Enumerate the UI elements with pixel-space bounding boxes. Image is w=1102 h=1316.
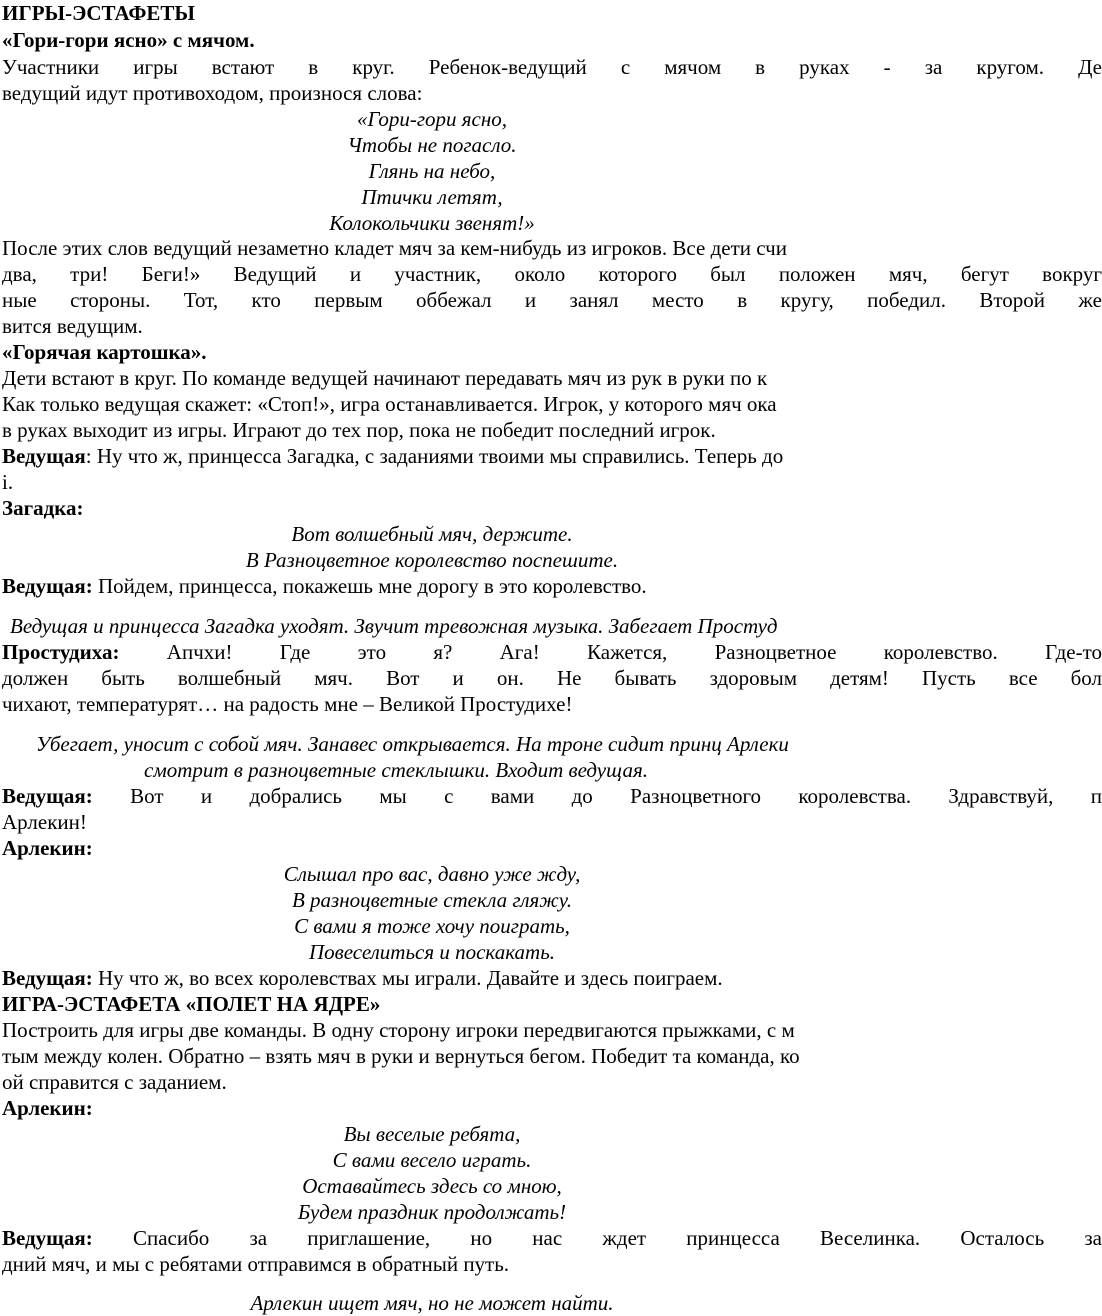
verse-line: Вы веселые ребята, [2, 1121, 862, 1147]
paragraph-line: должен быть волшебный мяч. Вот и он. Не бывать здоровым детям! Пусть все бол [2, 665, 1102, 691]
paragraph-line: Дети встают в круг. По команде ведущей начинают передавать мяч из рук в руки по к [2, 365, 767, 391]
verse-line: Вот волшебный мяч, держите. [2, 521, 862, 547]
speaker-label: Ведущая: [2, 1226, 93, 1250]
speaker-label: Ведущая [2, 444, 86, 468]
speaker-label: Арлекин: [2, 835, 93, 861]
dialogue-text: Вот и добрались мы с вами до Разноцветного королевства. Здравствуй, п [93, 784, 1102, 808]
paragraph-line: Построить для игры две команды. В одну сторону игроки передвигаются прыжками, с м [2, 1017, 795, 1043]
speaker-label: Простудиха: [2, 640, 120, 664]
section-heading-relay-games: ИГРЫ-ЭСТАФЕТЫ [2, 0, 195, 26]
verse-line: Оставайтесь здесь со мною, [2, 1173, 862, 1199]
verse-line: С вами весело играть. [2, 1147, 862, 1173]
speaker-label: Ведущая: [2, 784, 93, 808]
paragraph-line: После этих слов ведущий незаметно кладет мяч за кем-нибудь из игроков. Все дети счи [2, 235, 787, 261]
speaker-label: Ведущая: [2, 966, 93, 990]
paragraph-line: тым между колен. Обратно – взять мяч в руки и вернуться бегом. Победит та команда, ко [2, 1043, 800, 1069]
dialogue-text: Спасибо за приглашение, но нас ждет принцесса Веселинка. Осталось за [93, 1226, 1102, 1250]
verse-line: С вами я тоже хочу поиграть, [2, 913, 862, 939]
game-title-gori-gori: «Гори-гори ясно» с мячом. [2, 27, 255, 53]
dialogue-text: Пойдем, принцесса, покажешь мне дорогу в это королевство. [93, 574, 647, 598]
paragraph-line: два, три! Беги!» Ведущий и участник, около которого был положен мяч, бегут вокруг [2, 261, 1102, 287]
paragraph-line: Арлекин! [2, 809, 87, 835]
verse-line: Чтобы не погасло. [2, 132, 862, 158]
stage-direction: смотрит в разноцветные стеклышки. Входит ведущая. [144, 757, 648, 783]
paragraph-line: Участники игры встают в круг. Ребенок-ведущий с мячом в руках - за кругом. Де [2, 54, 1102, 80]
dialogue-text: Ну что ж, во всех королевствах мы играли. Давайте и здесь поиграем. [93, 966, 723, 990]
verse-line: Птички летят, [2, 184, 862, 210]
dialogue-line [2, 443, 783, 469]
verse-line: Глянь на небо, [2, 158, 862, 184]
paragraph-line: ные стороны. Тот, кто первым оббежал и занял место в кругу, победил. Второй же [2, 287, 1102, 313]
speaker-label: Ведущая: [2, 574, 93, 598]
paragraph-line: дний мяч, и мы с ребятами отправимся в обратный путь. [2, 1251, 509, 1277]
verse-line: В разноцветные стекла гляжу. [2, 887, 862, 913]
dialogue-text: Апчхи! Где это я? Ага! Кажется, Разноцветное королевство. Где-то [120, 640, 1102, 664]
dialogue-line [2, 573, 647, 599]
paragraph-line: і. [2, 469, 13, 495]
paragraph-line: вится ведущим. [2, 313, 143, 339]
dialogue-text: : Ну что ж, принцесса Загадка, с заданиями твоими мы справились. Теперь до [86, 444, 783, 468]
dialogue-line [2, 1225, 1102, 1251]
paragraph-line: ведущий идут противоходом, произнося слова: [2, 80, 422, 106]
paragraph-line: чихают, температурят… на радость мне – Великой Простудихе! [2, 691, 572, 717]
stage-direction: Ведущая и принцесса Загадка уходят. Звучит тревожная музыка. Забегает Простуд [10, 613, 778, 639]
paragraph-line: в руках выходит из игры. Играют до тех пор, пока не победит последний игрок. [2, 417, 716, 443]
dialogue-line [2, 783, 1102, 809]
verse-line: «Гори-гори ясно, [2, 106, 862, 132]
dialogue-line [2, 639, 1102, 665]
verse-line: Слышал про вас, давно уже жду, [2, 861, 862, 887]
speaker-label: Загадка: [2, 495, 84, 521]
stage-direction: Арлекин ищет мяч, но не может найти. [2, 1290, 862, 1316]
paragraph-line: ой справится с заданием. [2, 1069, 227, 1095]
stage-direction: Убегает, уносит с собой мяч. Занавес открывается. На троне сидит принц Арлеки [36, 731, 789, 757]
paragraph-line: Как только ведущая скажет: «Стоп!», игра останавливается. Игрок, у которого мяч ока [2, 391, 777, 417]
game-title-hot-potato: «Горячая картошка». [2, 339, 207, 365]
verse-line: Колокольчики звенят!» [2, 210, 862, 236]
game-title-cannonball-flight: ИГРА-ЭСТАФЕТА «ПОЛЕТ НА ЯДРЕ» [2, 991, 380, 1017]
verse-line: В Разноцветное королевство поспешите. [2, 547, 862, 573]
speaker-label: Арлекин: [2, 1095, 93, 1121]
verse-line: Будем праздник продолжать! [2, 1199, 862, 1225]
dialogue-line [2, 965, 723, 991]
verse-line: Повеселиться и поскакать. [2, 939, 862, 965]
